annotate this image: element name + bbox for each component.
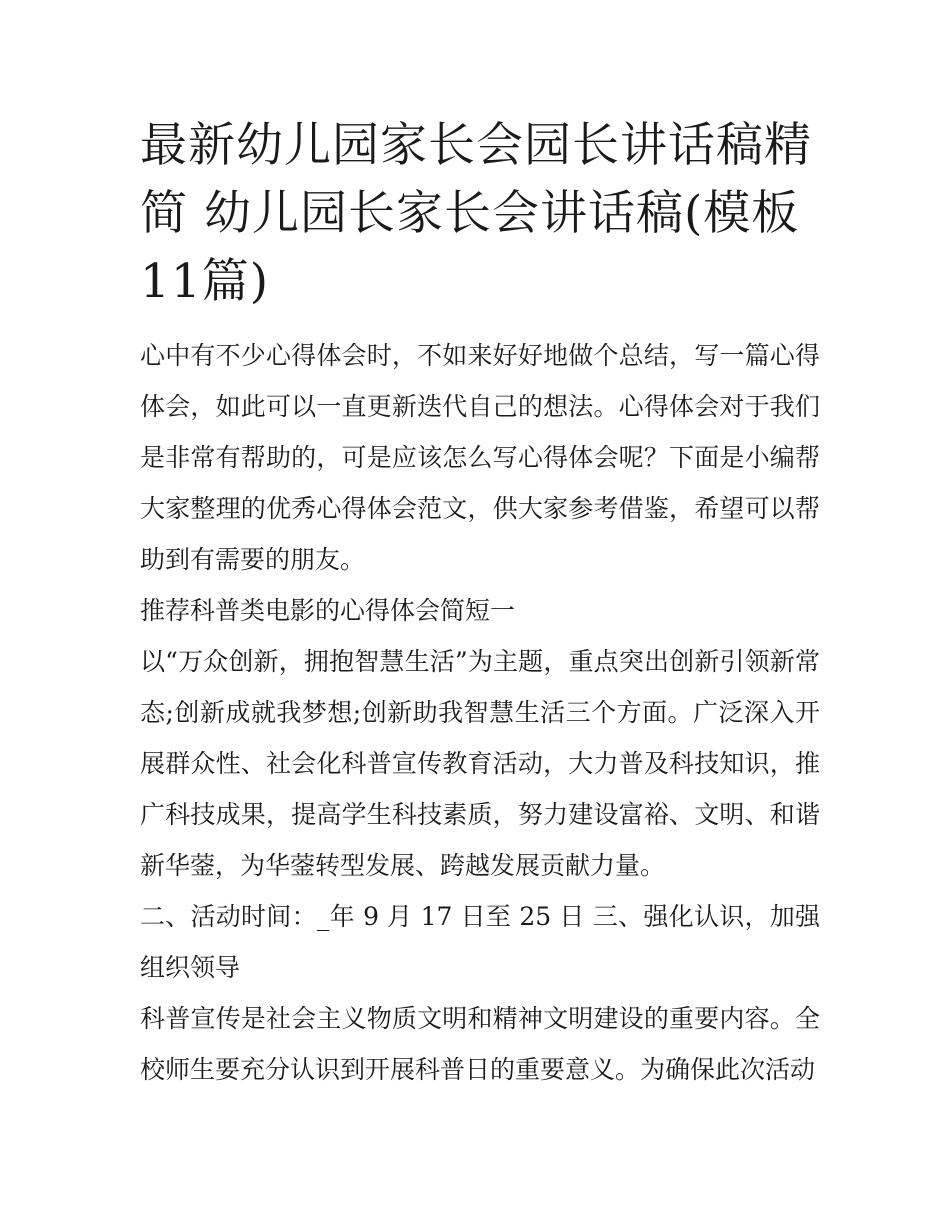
- activity-time-paragraph: 二、活动时间：_年 9 月 17 日至 25 日 三、强化认识，加强组织领导: [140, 902, 820, 982]
- document-page: [140, 112, 820, 1095]
- document-title: 最新幼儿园家长会园长讲话稿精简 幼儿园长家长会讲话稿(模板11篇): [140, 118, 812, 309]
- intro-paragraph: 心中有不少心得体会时，不如来好好地做个总结，写一篇心得体会，如此可以一直更新迭代自己的想法。心得体会对于我们是非常有帮助的，可是应该怎么写心得体会呢？下面是小编帮大家整理的优秀心得体会范文，供大家参考借鉴，希望可以帮助到有需要的朋友。: [140, 341, 820, 574]
- theme-paragraph: 以“万众创新，拥抱智慧生活”为主题，重点突出创新引领新常态;创新成就我梦想;创新助我智慧生活三个方面。广泛深入开展群众性、社会化科普宣传教育活动，大力普及科技知识，推广科技成果，提高学生科技素质，努力建设富裕、文明、和谐新华蓥，为华蓥转型发展、跨越发展贡献力量。: [140, 647, 820, 880]
- publicity-paragraph: 科普宣传是社会主义物质文明和精神文明建设的重要内容。全校师生要充分认识到开展科普日的重要意义。为确保此次活动: [140, 1004, 820, 1084]
- section-heading: 推荐科普类电影的心得体会简短一: [140, 596, 516, 625]
